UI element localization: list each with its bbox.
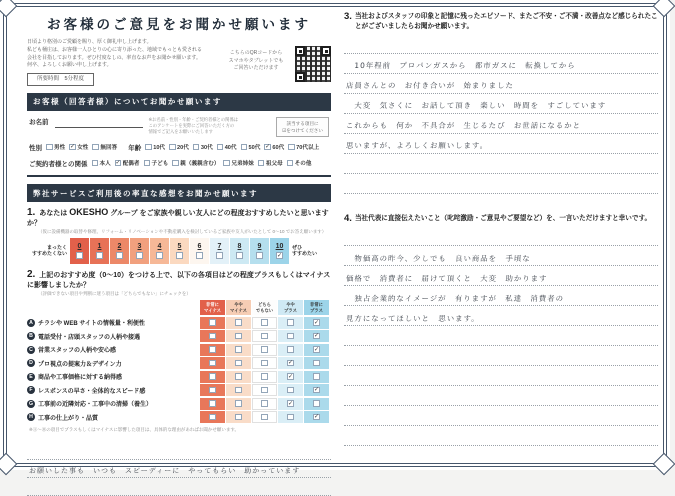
qr-instruction-line: スマホやタブレットでも [223, 58, 289, 66]
checkbox[interactable] [96, 252, 103, 259]
checkbox[interactable] [287, 160, 294, 167]
answer-line[interactable] [344, 386, 658, 406]
rating-cell[interactable] [226, 357, 251, 369]
answer-line[interactable] [344, 54, 658, 74]
handwritten-answer: 物価高の昨今、少しでも 良い商品を 手頃な [346, 253, 531, 266]
table-row-label: C 営業スタッフの人柄や安心感 [27, 344, 199, 356]
answer-line[interactable] [344, 266, 658, 286]
answer-line[interactable] [344, 426, 658, 446]
row-letter-badge: F [27, 386, 35, 394]
row-letter-badge: E [27, 373, 35, 381]
gender-age-row [27, 139, 331, 155]
checkbox[interactable] [145, 144, 152, 151]
rating-cell[interactable] [226, 330, 251, 342]
column-header-very-plus: 非常に プラス [304, 300, 329, 315]
row-letter-badge: G [27, 400, 35, 408]
qr-instruction-line: こちらのQRコードから [223, 50, 289, 58]
nps-cells [70, 238, 289, 264]
checkbox[interactable] [172, 160, 179, 167]
checkbox[interactable] [288, 144, 295, 151]
rating-cell[interactable] [200, 344, 225, 356]
name-note [149, 117, 271, 136]
checkbox[interactable] [256, 252, 263, 259]
rating-cell[interactable]: ✓ [304, 330, 329, 342]
answer-line[interactable] [344, 94, 658, 114]
rating-cell[interactable]: ✓ [304, 411, 329, 423]
answer-line[interactable] [344, 174, 658, 194]
rating-cell[interactable] [252, 330, 277, 342]
answer-line[interactable] [27, 460, 331, 478]
rating-cell[interactable] [304, 398, 329, 410]
table-footnote: ※Ⓐ〜Ⓗの項目でプラスもしくはマイナスに影響した項目は、具体的な理由があればお聞かせ願います。 [29, 427, 331, 433]
form-left-column [27, 8, 331, 496]
checkbox-option-spouse[interactable]: ✓ 配偶者 [115, 159, 140, 167]
rating-cell[interactable] [226, 398, 251, 410]
check-hint-line: ☑をつけてください [282, 127, 323, 134]
answer-line[interactable] [27, 478, 331, 496]
rating-cell[interactable]: ✓ [304, 317, 329, 329]
checkbox-option-age10[interactable]: 10代 [145, 143, 165, 151]
check-hint-line: 該当する項目に [282, 120, 323, 127]
name-row [27, 111, 331, 140]
greeting-line: 私ども桶庄は、お客様一人ひとりの心に寄り添った、地域でもっとも愛される [27, 47, 217, 55]
row-letter-badge: C [27, 346, 35, 354]
form-right-column [344, 12, 658, 446]
rating-cell[interactable] [226, 344, 251, 356]
nps-cell-3[interactable]: 3 [130, 238, 149, 264]
checkbox-option-grandparent[interactable]: 祖父母 [258, 159, 283, 167]
checkbox-option-female[interactable]: ✓ 女性 [69, 143, 88, 151]
answer-line[interactable] [344, 246, 658, 266]
checkbox-option-age20[interactable]: 20代 [169, 143, 189, 151]
respondent-section [27, 93, 331, 178]
answer-line[interactable] [344, 406, 658, 426]
handwritten-answer: お願いした事も いつも スピーディーに やってもらい 助かっています [29, 466, 301, 478]
greeting-line: 会社を目指しております。ぜひ忖度なしの、率直なお声をお聞かせ願います。 [27, 55, 217, 63]
checkbox-option-child[interactable]: 子ども [144, 159, 169, 167]
checkbox-option-age60[interactable]: ✓ 60代 [264, 143, 284, 151]
checkbox-option-age50[interactable]: 50代 [241, 143, 261, 151]
name-note-line: ※お名前・性別・年齢・ご契約者様との関係は [149, 117, 271, 123]
rating-cell[interactable] [252, 357, 277, 369]
nps-cell-4[interactable]: 4 [150, 238, 169, 264]
age-label: 年齢 [128, 143, 141, 152]
rating-cell[interactable] [200, 357, 225, 369]
answer-line[interactable] [344, 326, 658, 346]
question-3-number: 3. [344, 12, 352, 32]
table-row-label: G 工事前の近隣対応・工事中の清掃（養生） [27, 398, 199, 410]
rating-cell[interactable] [200, 330, 225, 342]
handwritten-answer: 独占企業的なイメージが 有りますが 私達 消費者の [346, 293, 565, 306]
nps-cell-0[interactable]: 0 [70, 238, 89, 264]
rating-cell[interactable] [226, 371, 251, 383]
column-header-somewhat-plus: やや プラス [278, 300, 303, 315]
greeting-line: 何卒、よろしくお願い申し上げます。 [27, 62, 217, 70]
rating-cell[interactable] [278, 344, 303, 356]
question-1-text: グループ をご家族や親しい友人にどの程度おすすめしたいと思いますか？ [27, 210, 329, 227]
scale-min-label: まったく すすめたくない [27, 245, 67, 258]
row-letter-badge: A [27, 319, 35, 327]
nps-cell-9[interactable]: 9 [250, 238, 269, 264]
feedback-section [27, 184, 331, 496]
nps-cell-7[interactable]: 7 [210, 238, 229, 264]
checkbox-option-other[interactable]: その他 [287, 159, 312, 167]
nps-scale [27, 238, 331, 264]
handwritten-answer: これからも 何か 不具合が 生じるたび お世話になるかと [346, 120, 582, 133]
checkbox[interactable] [46, 144, 53, 151]
qr-instruction-line: ご回答いただけます [223, 65, 289, 73]
rating-cell[interactable] [278, 317, 303, 329]
nps-cell-8[interactable]: 8 [230, 238, 249, 264]
frame-corner [0, 0, 17, 17]
rating-cell[interactable] [226, 411, 251, 423]
question-1 [27, 207, 331, 228]
checkbox-option-age70[interactable]: 70代以上 [288, 143, 319, 151]
rating-cell[interactable]: ✓ [278, 357, 303, 369]
checkbox[interactable] [92, 144, 99, 151]
checkbox[interactable]: ✓ [264, 144, 271, 151]
check-hint-box [276, 117, 329, 138]
qr-finder-pattern [321, 46, 331, 56]
nps-cell-1[interactable]: 1 [90, 238, 109, 264]
name-note-line: 情報でご記入をお願いいたします [149, 129, 271, 135]
nps-cell-6[interactable]: 6 [190, 238, 209, 264]
checkbox[interactable] [236, 252, 243, 259]
answer-line[interactable] [344, 114, 658, 134]
nps-cell-5[interactable]: 5 [170, 238, 189, 264]
rating-cell[interactable] [252, 317, 277, 329]
answer-line[interactable] [344, 286, 658, 306]
handwritten-answer: 価格で 消費者に 届けて頂くと 大変 助かります [346, 273, 548, 286]
rating-cell[interactable] [304, 357, 329, 369]
checkbox[interactable]: ✓ [115, 160, 122, 167]
qr-code [295, 46, 331, 82]
answer-line[interactable] [344, 154, 658, 174]
checkbox[interactable] [92, 160, 99, 167]
checkbox[interactable] [193, 144, 200, 151]
row-letter-badge: D [27, 359, 35, 367]
column-header-somewhat-minus: やや マイナス [226, 300, 251, 315]
answer-line[interactable] [344, 74, 658, 94]
question-3 [344, 12, 658, 32]
question-3-text: 当社およびスタッフの印象と記憶に残ったエピソード、またご不安・ご不満・改善点など感じられたことがございましたらお聞かせ願います。 [355, 12, 658, 32]
handwritten-answer: 大変 気さくに お話して頂き 楽しい 時間を すごしています [346, 100, 607, 113]
checkbox[interactable] [223, 160, 230, 167]
qr-instructions [223, 50, 289, 73]
checkbox[interactable]: ✓ [276, 252, 283, 259]
question-4-text: 当社代表に直接伝えたいこと（叱咤激励・ご意見やご要望など）を、一言いただけますと幸いです。 [355, 214, 651, 224]
checkbox[interactable] [136, 252, 143, 259]
rating-cell[interactable] [226, 317, 251, 329]
answer-line[interactable] [344, 306, 658, 326]
rating-table [27, 300, 331, 423]
checkbox-option-male[interactable]: 男性 [46, 143, 65, 151]
rating-cell[interactable] [252, 398, 277, 410]
rating-cell[interactable] [200, 317, 225, 329]
rating-cell[interactable]: ✓ [304, 344, 329, 356]
checkbox-option-sibling[interactable]: 兄弟姉妹 [223, 159, 253, 167]
gender-label: 性別 [29, 143, 42, 152]
table-corner [27, 300, 199, 315]
column-header-very-minus: 非常に マイナス [200, 300, 225, 315]
greeting-line: 日頃より格別のご愛顧を賜り、厚く御礼申し上げます。 [27, 39, 217, 47]
rating-cell[interactable]: ✓ [304, 384, 329, 396]
rating-cell[interactable] [278, 411, 303, 423]
table-row-label: A チラシや WEB サイトの情報量・利便性 [27, 317, 199, 329]
greeting-text [27, 39, 217, 86]
checkbox[interactable] [76, 252, 83, 259]
answer-line[interactable] [344, 226, 658, 246]
question-4-section [344, 214, 658, 446]
rating-cell[interactable] [200, 398, 225, 410]
rating-cell[interactable] [304, 371, 329, 383]
section-header-respondent: お客様（回答者様）についてお聞かせ願います [27, 93, 331, 111]
relation-row [27, 155, 331, 171]
rating-cell[interactable] [278, 384, 303, 396]
qr-finder-pattern [295, 46, 305, 56]
page-title: お客様のご意見をお聞かせ願います [27, 13, 331, 33]
question-1-text: あなたは [39, 210, 69, 217]
handwritten-answer: 店員さんとの お付き合いが 始まりました [346, 80, 514, 93]
rating-cell[interactable] [252, 411, 277, 423]
checkbox[interactable] [176, 252, 183, 259]
checkbox[interactable] [196, 252, 203, 259]
name-field[interactable] [55, 117, 143, 128]
checkbox-option-self[interactable]: 本人 [92, 159, 111, 167]
checkbox[interactable] [258, 160, 265, 167]
checkbox-option-parent[interactable]: 親（義親含む） [172, 159, 219, 167]
question-2-note: （評価できない項目や判断に迷う項目は「どちらでもない」にチェックを） [38, 291, 331, 297]
name-note-line: このアンケートを実際にご回答いただく方の [149, 123, 271, 129]
question-1-note: （仮に設備機器の取替や修理、リフォーム・リノベーションや不動産購入を検討しているご家族や友人がいたとして 0〜10 でお答え願います） [38, 229, 331, 235]
name-label: お名前 [29, 117, 49, 126]
table-row-label: B 電話受付・店頭スタッフの人柄や接遇 [27, 330, 199, 342]
checkbox[interactable] [144, 160, 151, 167]
scale-max-label: ぜひ すすめたい [292, 245, 317, 258]
question-4-number: 4. [344, 214, 352, 224]
table-row-label: D プロ視点の提案力＆デザイン力 [27, 357, 199, 369]
rating-cell[interactable] [278, 330, 303, 342]
qr-finder-pattern [295, 72, 305, 82]
checkbox[interactable] [216, 252, 223, 259]
checkbox[interactable]: ✓ [69, 144, 76, 151]
rating-cell[interactable]: ✓ [278, 371, 303, 383]
checkbox[interactable] [241, 144, 248, 151]
rating-cell[interactable] [200, 384, 225, 396]
table-row-label: E 商品や工事価格に対する納得感 [27, 371, 199, 383]
checkbox[interactable] [116, 252, 123, 259]
rating-cell[interactable] [252, 371, 277, 383]
answer-line[interactable] [27, 442, 331, 460]
answer-line[interactable] [344, 346, 658, 366]
table-row-label: F レスポンスの早さ・全体的なスピード感 [27, 384, 199, 396]
answer-line[interactable] [344, 134, 658, 154]
checkbox-option-noanswer[interactable]: 無回答 [92, 143, 117, 151]
handwritten-answer: 思いますが、よろしくお願いします。 [346, 140, 489, 153]
checkbox[interactable] [169, 144, 176, 151]
column-header-neutral: どちら でもない [252, 300, 277, 315]
question-1-number: 1. [27, 207, 35, 218]
free-answer-area [27, 442, 331, 496]
rating-cell[interactable] [200, 371, 225, 383]
nps-cell-10[interactable]: 10 ✓ [270, 238, 289, 264]
answer-line[interactable] [344, 34, 658, 54]
question-4 [344, 214, 658, 224]
answer-line[interactable] [344, 366, 658, 386]
question-2 [27, 269, 331, 290]
brand-name: OKESHO [69, 207, 108, 217]
table-row-label: H 工事の仕上がり・品質 [27, 411, 199, 423]
rating-cell[interactable] [200, 411, 225, 423]
rating-cell[interactable]: ✓ [278, 398, 303, 410]
intro-block [27, 39, 331, 86]
question-2-text: 上記のおすすめ度（0〜10）をつける上で、以下の各項目はどの程度プラスもしくはマイナスに影響しましたか？ [27, 272, 330, 289]
row-letter-badge: B [27, 332, 35, 340]
section-header-feedback: 弊社サービスご利用後の率直な感想をお聞かせ願います [27, 184, 331, 202]
frame-corner [653, 453, 675, 476]
rating-cell[interactable] [252, 384, 277, 396]
question-2-number: 2. [27, 269, 35, 280]
time-estimate: 所要時間 5分程度 [27, 73, 94, 86]
frame-corner [0, 453, 17, 476]
rating-cell[interactable] [252, 344, 277, 356]
nps-cell-2[interactable]: 2 [110, 238, 129, 264]
checkbox-option-age40[interactable]: 40代 [217, 143, 237, 151]
row-letter-badge: H [27, 413, 35, 421]
checkbox[interactable] [156, 252, 163, 259]
handwritten-answer: 10年程前 プロパンガスから 都市ガスに 転換してから [346, 60, 576, 73]
checkbox[interactable] [217, 144, 224, 151]
handwritten-answer: 見方になってほしいと 思います。 [346, 313, 480, 326]
relation-label: ご契約者様との関係 [29, 159, 88, 168]
checkbox-option-age30[interactable]: 30代 [193, 143, 213, 151]
question-3-section [344, 12, 658, 194]
rating-cell[interactable] [226, 384, 251, 396]
